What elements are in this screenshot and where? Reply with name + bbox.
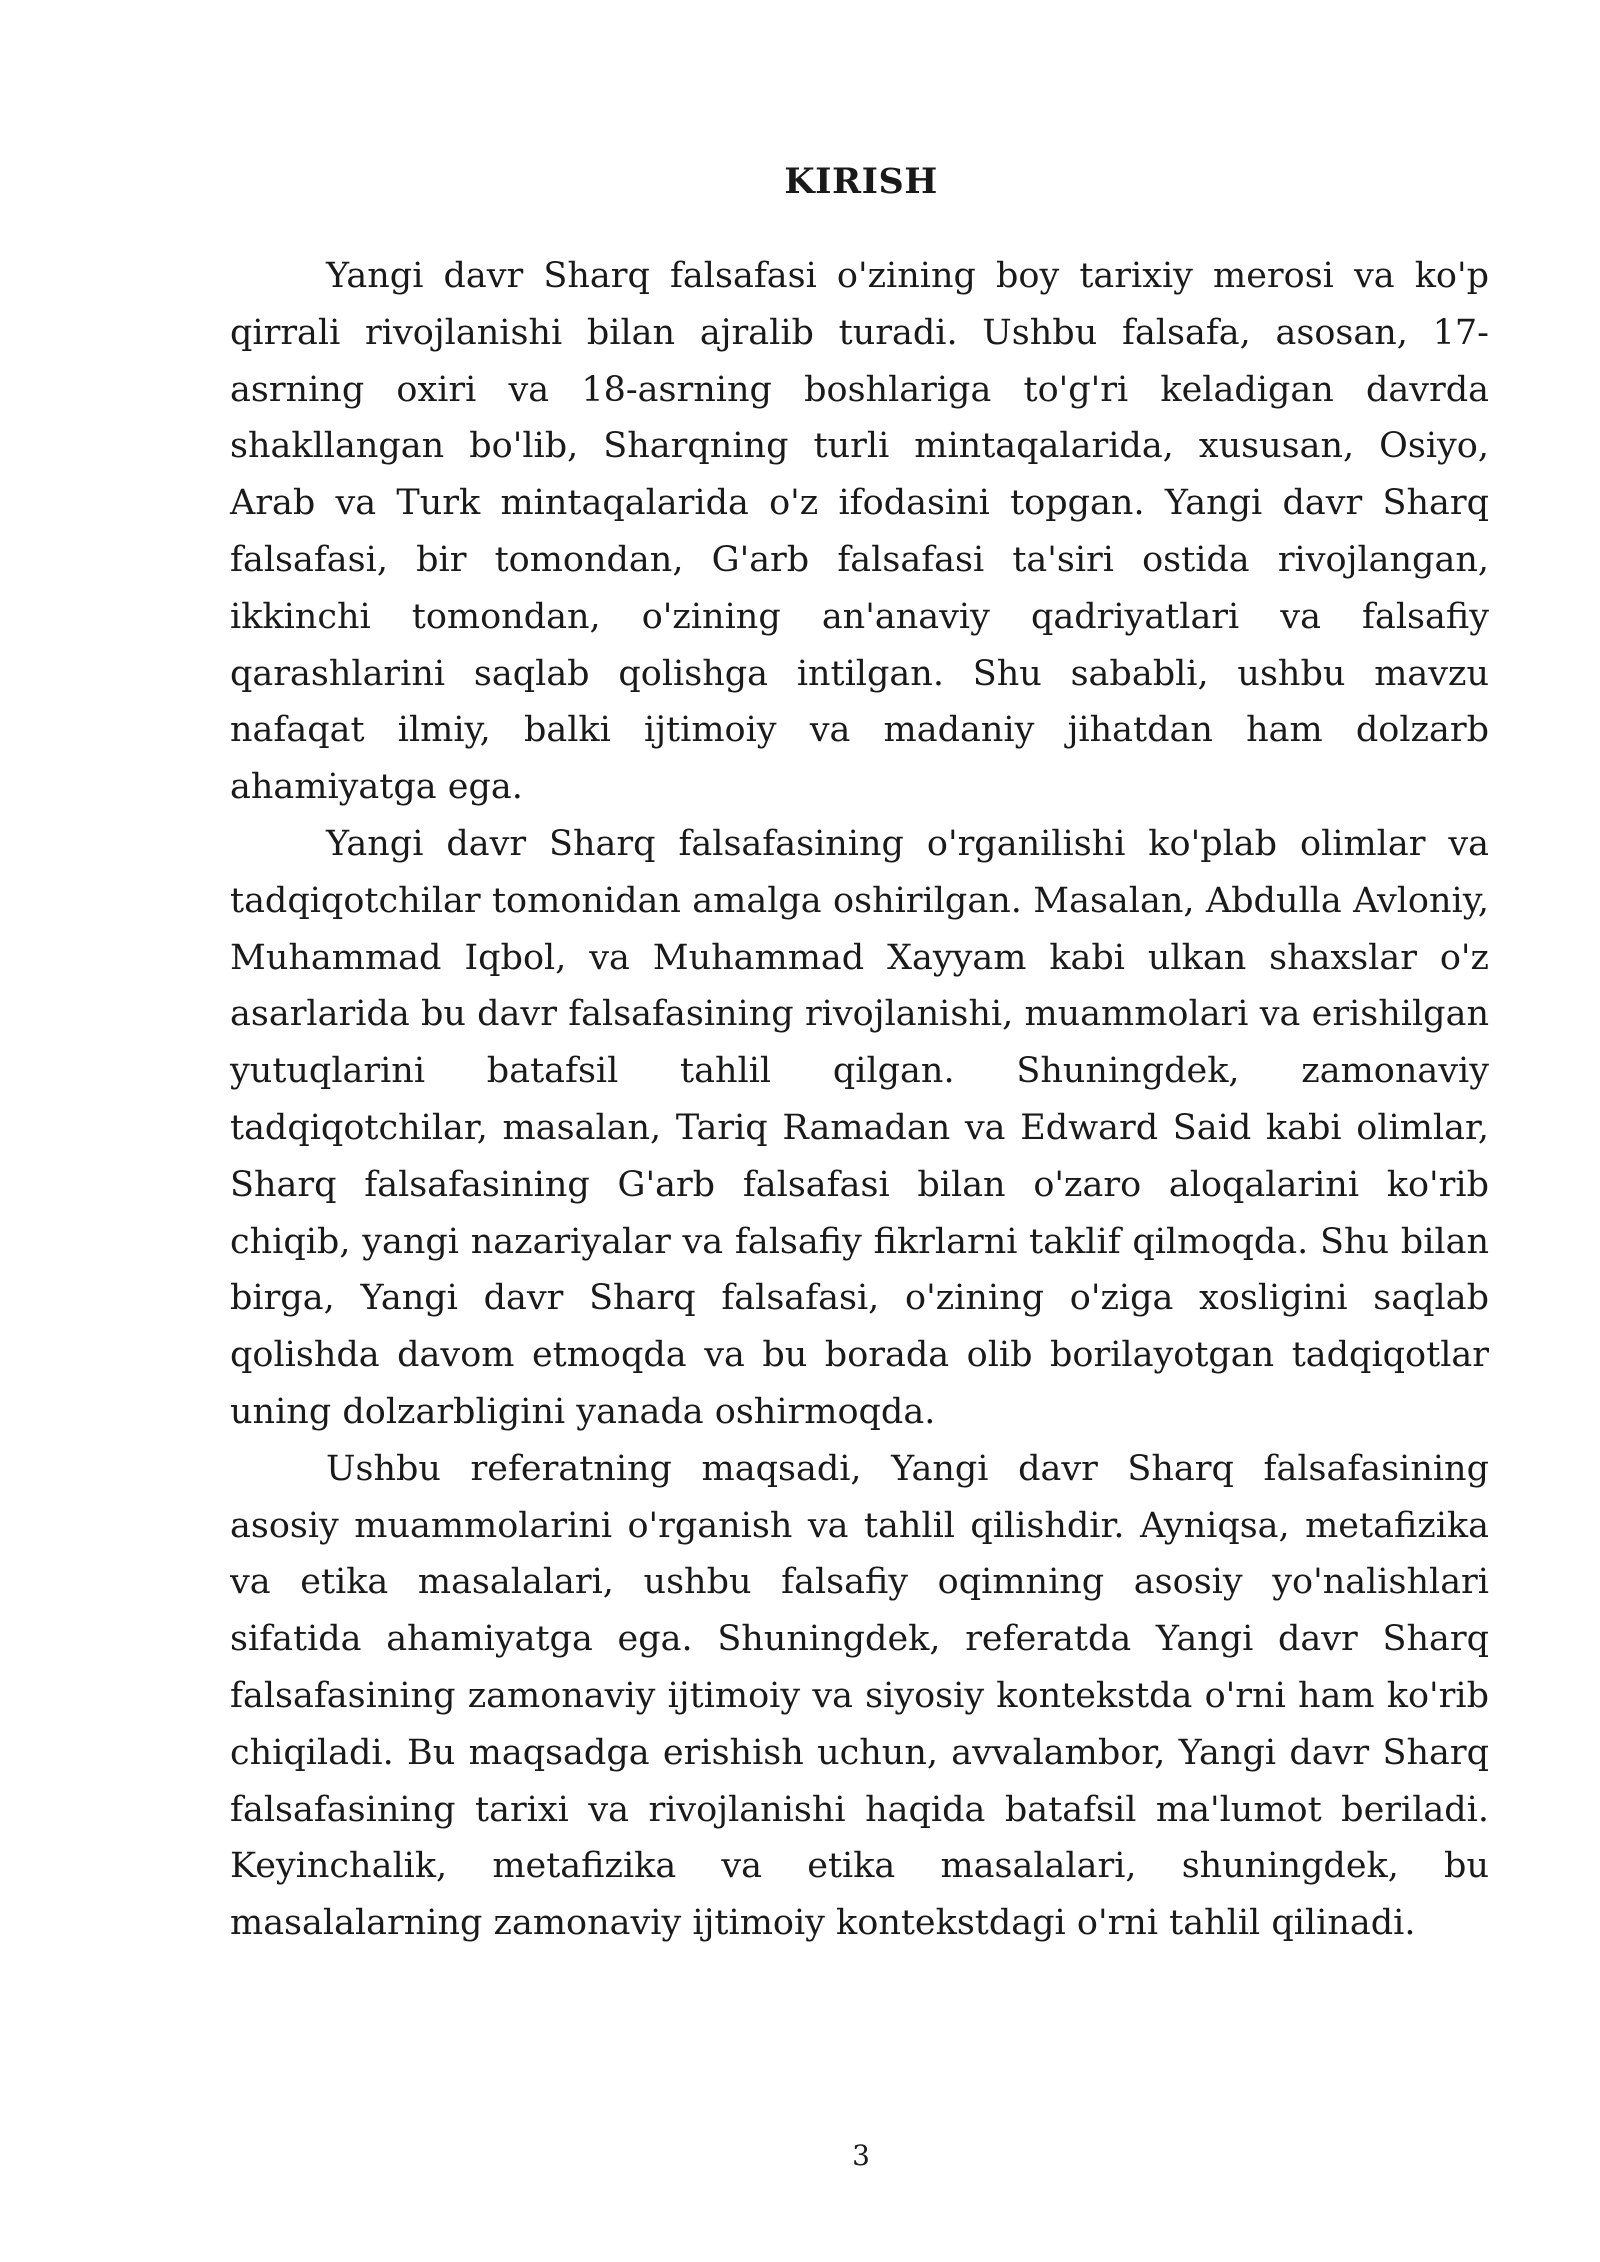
page-title: KIRISH — [784, 161, 938, 202]
body-text — [230, 248, 1489, 1952]
paragraph-1: Yangi davr Sharq falsafasi o'zining boy tarixiy merosi va ko'p qirrali rivojlanishi bilan ajralib turadi. Ushbu falsafa, asosan, 17-asrning oxiri va 18-asrning boshlariga to'g'ri keladigan davrda shakllangan bo'lib, Sharqning turli mintaqalarida, xususan, Osiyo, Arab va Turk mintaqalarida o'z ifodasini topgan. Yangi davr Sharq falsafasi, bir tomondan, G'arb falsafasi ta'siri ostida rivojlangan, ikkinchi tomondan, o'zining an'anaviy qadriyatlari va falsafiy qarashlarini saqlab qolishga intilgan. Shu sababli, ushbu mavzu nafaqat ilmiy, balki ijtimoiy va madaniy jihatdan ham dolzarb ahamiyatga ega. — [230, 256, 1489, 808]
paragraph-2: Yangi davr Sharq falsafasining o'rganilishi ko'plab olimlar va tadqiqotchilar tomonidan amalga oshirilgan. Masalan, Abdulla Avloniy, Muhammad Iqbol, va Muhammad Xayyam kabi ulkan shaxslar o'z asarlarida bu davr falsafasining rivojlanishi, muammolari va erishilgan yutuqlarini batafsil tahlil qilgan. Shuningdek, zamonaviy tadqiqotchilar, masalan, Tariq Ramadan va Edward Said kabi olimlar, Sharq falsafasining G'arb falsafasi bilan o'zaro aloqalarini ko'rib chiqib, yangi nazariyalar va falsafiy fikrlarni taklif qilmoqda. Shu bilan birga, Yangi davr Sharq falsafasi, o'zining o'ziga xosligini saqlab qolishda davom etmoqda va bu borada olib borilayotgan tadqiqotlar uning dolzarbligini yanada oshirmoqda. — [230, 823, 1489, 1432]
paragraph-3: Ushbu referatning maqsadi, Yangi davr Sharq falsafasining asosiy muammolarini o'rganish va tahlil qilishdir. Ayniqsa, metafizika va etika masalalari, ushbu falsafiy oqimning asosiy yo'nalishlari sifatida ahamiyatga ega. Shuningdek, referatda Yangi davr Sharq falsafasining zamonaviy ijtimoiy va siyosiy kontekstda o'rni ham ko'rib chiqiladi. Bu maqsadga erishish uchun, avvalambor, Yangi davr Sharq falsafasining tarixi va rivojlanishi haqida batafsil ma'lumot beriladi. Keyinchalik, metafizika va etika masalalari, shuningdek, bu masalalarning zamonaviy ijtimoiy kontekstdagi o'rni tahlil qilinadi. — [230, 1448, 1489, 1944]
page-number: 3 — [852, 2139, 870, 2172]
